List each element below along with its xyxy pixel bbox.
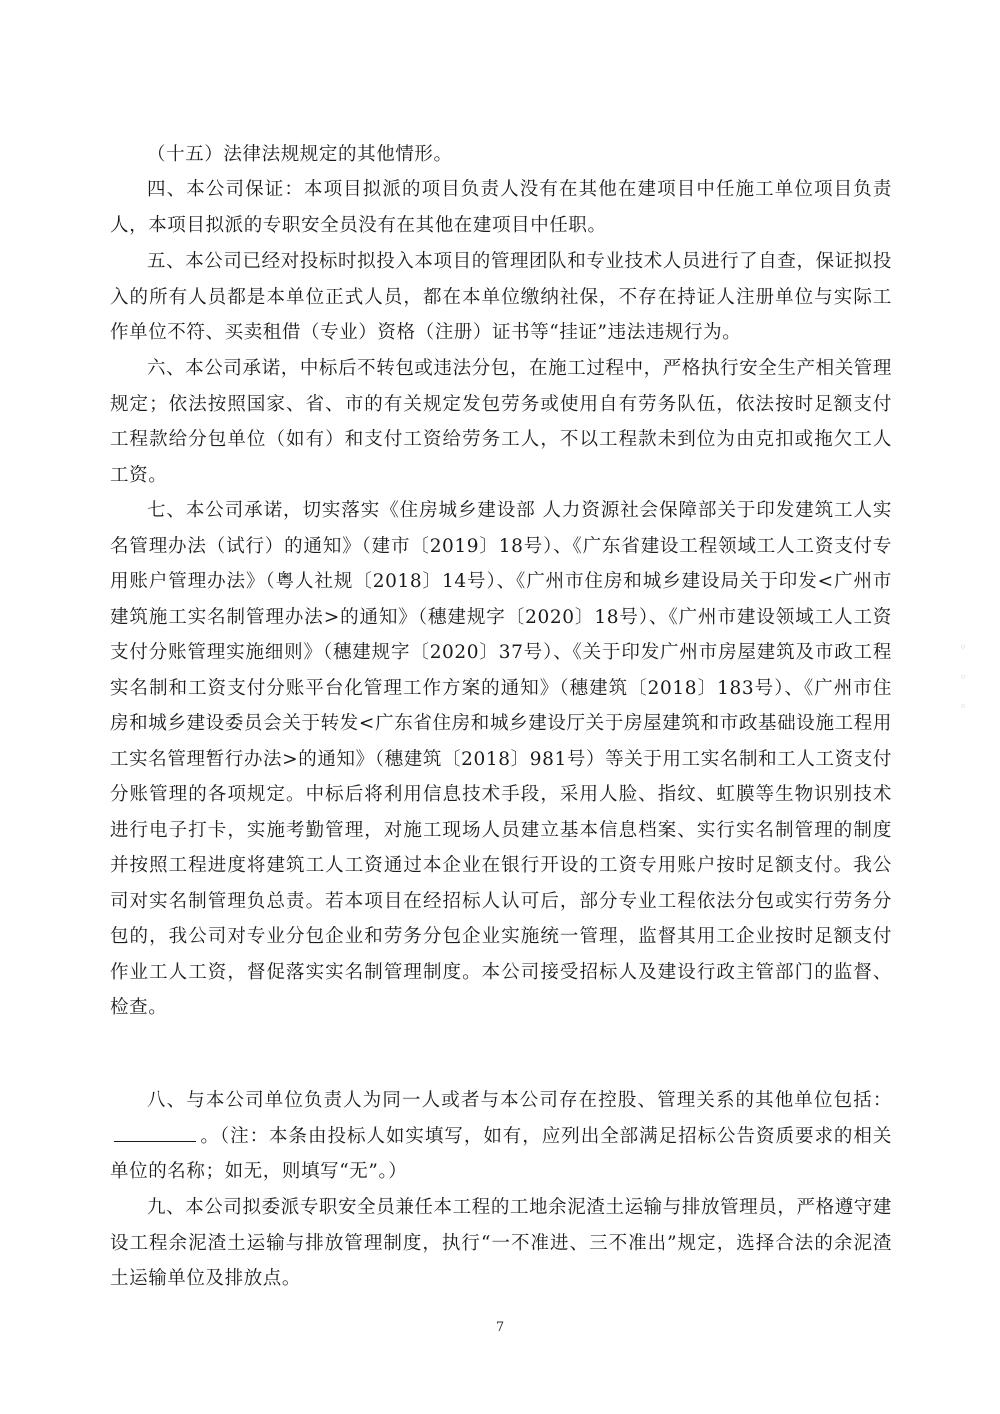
binding-stamp-mark: ◦ ◦ ◦ (956, 640, 970, 720)
clause-8-paragraph (110, 1083, 892, 1190)
clause-4-paragraph: 四、本公司保证：本项目拟派的项目负责人没有在其他在建项目中任施工单位项目负责人，本项目拟派的专职安全员没有在其他在建项目中任职。 (110, 179, 892, 236)
clause-9-paragraph: 九、本公司拟委派专职安全员兼任本工程的工地余泥渣土运输与排放管理员，严格遵守建设工程余泥渣土运输与排放管理制度，执行“一不准进、三不准出”规定，选择合法的余泥渣土运输单位及排放点。 (110, 1197, 892, 1289)
clause-6-paragraph: 六、本公司承诺，中标后不转包或违法分包，在施工过程中，严格执行安全生产相关管理规定；依法按照国家、省、市的有关规定发包劳务或使用自有劳务队伍，依法按时足额支付工程款给分包单位（如有）和支付工资给劳务工人，不以工程款未到位为由克扣或拖欠工人工资。 (110, 358, 892, 486)
fill-in-blank (114, 1140, 196, 1142)
clause-8-text-before-blank: 八、与本公司单位负责人为同一人或者与本公司存在控股、管理关系的其他单位包括： (147, 1090, 892, 1111)
clause-15-paragraph: （十五）法律法规规定的其他情形。 (147, 144, 453, 165)
page-number: 7 (495, 1320, 505, 1335)
clause-5-paragraph: 五、本公司已经对投标时拟投入本项目的管理团队和专业技术人员进行了自查，保证拟投入的所有人员都是本单位正式人员，都在本单位缴纳社保，不存在持证人注册单位与实际工作单位不符、买卖租借（专业）资格（注册）证书等“挂证”违法违规行为。 (110, 251, 892, 343)
clause-8-text-after-blank: 。（注：本条由投标人如实填写，如有，应列出全部满足招标公告资质要求的相关单位的名称；如无，则填写“无”。） (110, 1125, 892, 1182)
clause-7-paragraph: 七、本公司承诺，切实落实《住房城乡建设部 人力资源社会保障部关于印发建筑工人实名管理办法（试行）的通知》（建市〔2019〕18号）、《广东省建设工程领域工人工资支付专用账户管理办法》（粤人社规〔2018〕14号）、《广州市住房和城乡建设局关于印发<广州市建筑施工实名制管理办法>的通知》（穗建规字〔2020〕18号）、《广州市建设领域工人工资支付分账管理实施细则》（穗建规字〔2020〕37号）、《关于印发广州市房屋建筑及市政工程实名制和工资支付分账平台化管理工作方案的通知》（穗建筑〔2018〕183号）、《广州市住房和城乡建设委员会关于转发<广东省住房和城乡建设厅关于房屋建筑和市政基础设施工程用工实名管理暂行办法>的通知》（穗建筑〔2018〕981号）等关于用工实名制和工人工资支付分账管理的各项规定。中标后将利用信息技术手段，采用人脸、指纹、虹膜等生物识别技术进行电子打卡，实施考勤管理，对施工现场人员建立基本信息档案、实行实名制管理的制度并按照工程进度将建筑工人工资通过本企业在银行开设的工资专用账户按时足额支付。我公司对实名制管理负总责。若本项目在经招标人认可后，部分专业工程依法分包或实行劳务分包的，我公司对专业分包企业和劳务分包企业实施统一管理，监督其用工企业按时足额支付作业工人工资，督促落实实名制管理制度。本公司接受招标人及建设行政主管部门的监督、检查。 (110, 500, 892, 1018)
